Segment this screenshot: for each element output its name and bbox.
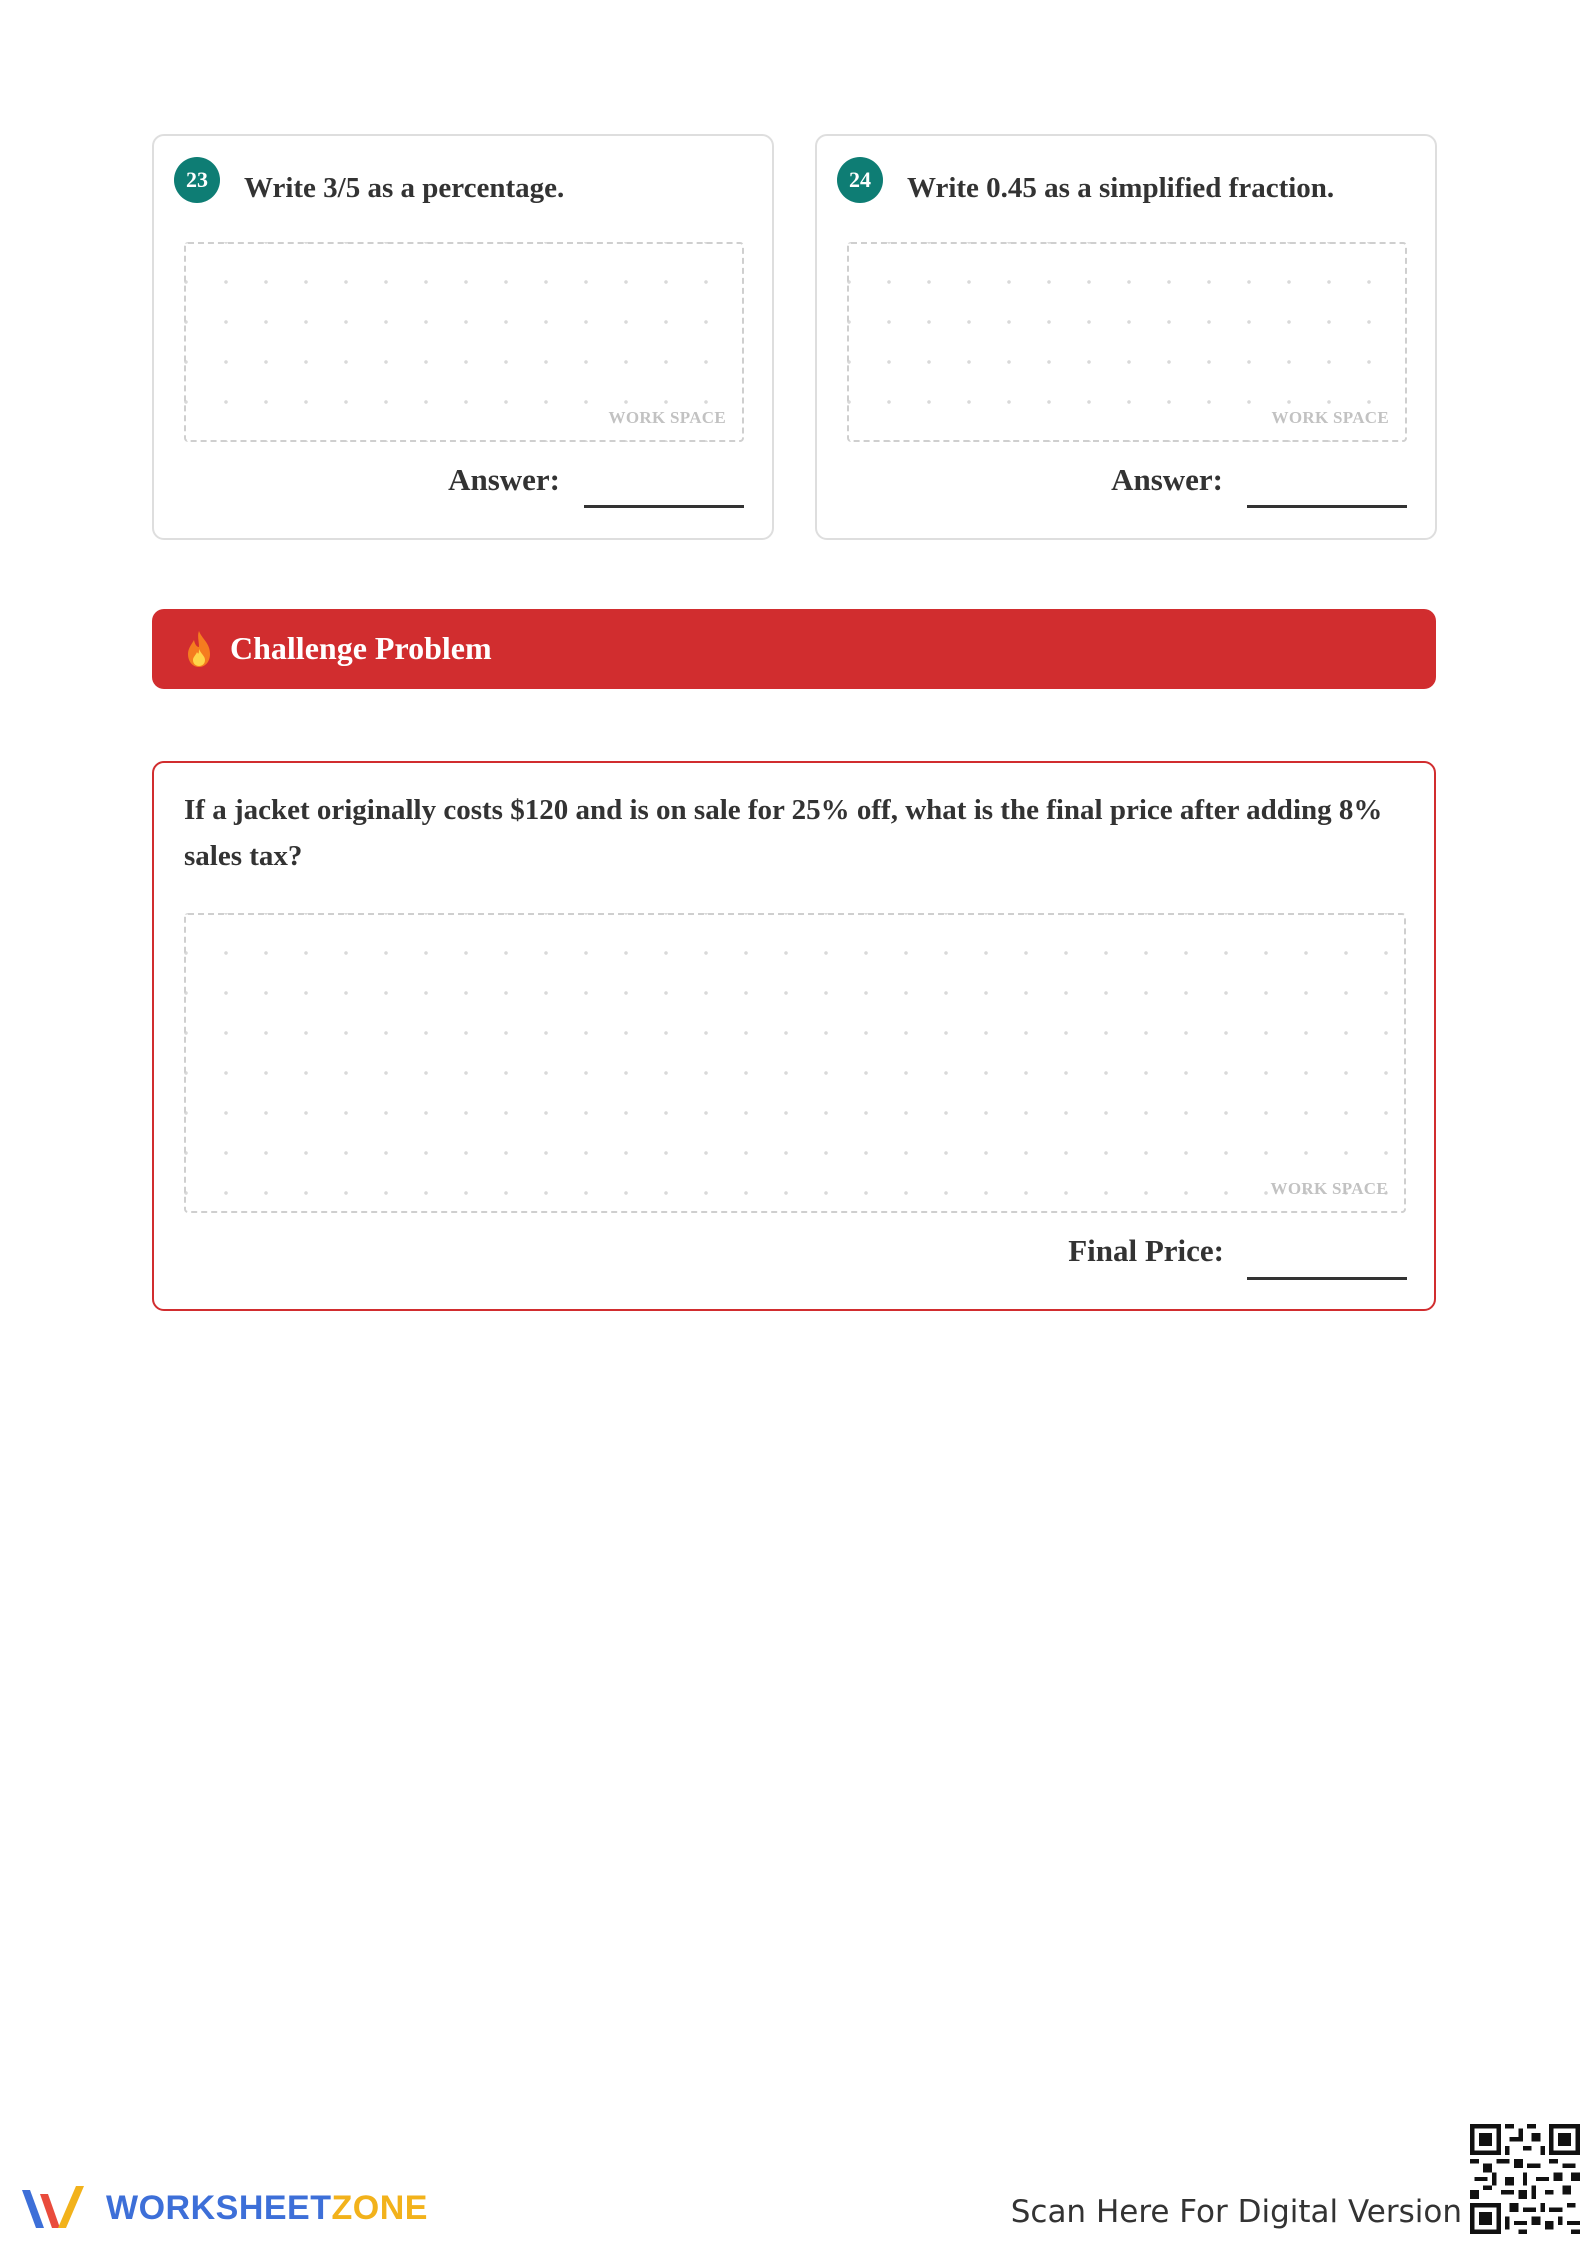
work-space-label: WORK SPACE (1270, 1179, 1388, 1198)
question-number-badge: 23 (174, 157, 220, 203)
brand-part-worksheet: WORKSHEET (106, 2189, 332, 2227)
answer-blank[interactable] (584, 505, 744, 508)
challenge-title: Challenge Problem (230, 630, 492, 666)
worksheetzone-logo-icon (18, 2180, 98, 2236)
work-space-label: WORK SPACE (608, 408, 726, 427)
answer-blank[interactable] (1247, 505, 1407, 508)
question-number-badge: 24 (837, 157, 883, 203)
question-card-23 (152, 134, 774, 540)
question-text: Write 0.45 as a simplified fraction. (907, 172, 1335, 204)
question-card-24 (815, 134, 1437, 540)
challenge-banner (152, 609, 1436, 689)
work-space-label: WORK SPACE (1271, 408, 1389, 427)
answer-label: Answer: (1111, 462, 1223, 497)
challenge-card (152, 761, 1436, 1311)
final-price-label: Final Price: (1068, 1233, 1224, 1268)
question-text: Write 3/5 as a percentage. (244, 172, 565, 204)
work-space-area[interactable] (184, 913, 1406, 1213)
work-space-area[interactable] (847, 242, 1407, 442)
challenge-question-text: If a jacket originally costs $120 and is on sale for 25% off, what is the final price after adding 8% sales tax? (184, 794, 1383, 872)
fire-icon (182, 629, 216, 669)
final-price-blank[interactable] (1247, 1277, 1407, 1280)
brand-name (106, 2188, 428, 2228)
qr-code-icon[interactable] (1470, 2124, 1580, 2234)
work-space-area[interactable] (184, 242, 744, 442)
scan-text: Scan Here For Digital Version (1010, 2194, 1462, 2230)
answer-label: Answer: (448, 462, 560, 497)
brand-part-zone: ZONE (331, 2189, 428, 2227)
